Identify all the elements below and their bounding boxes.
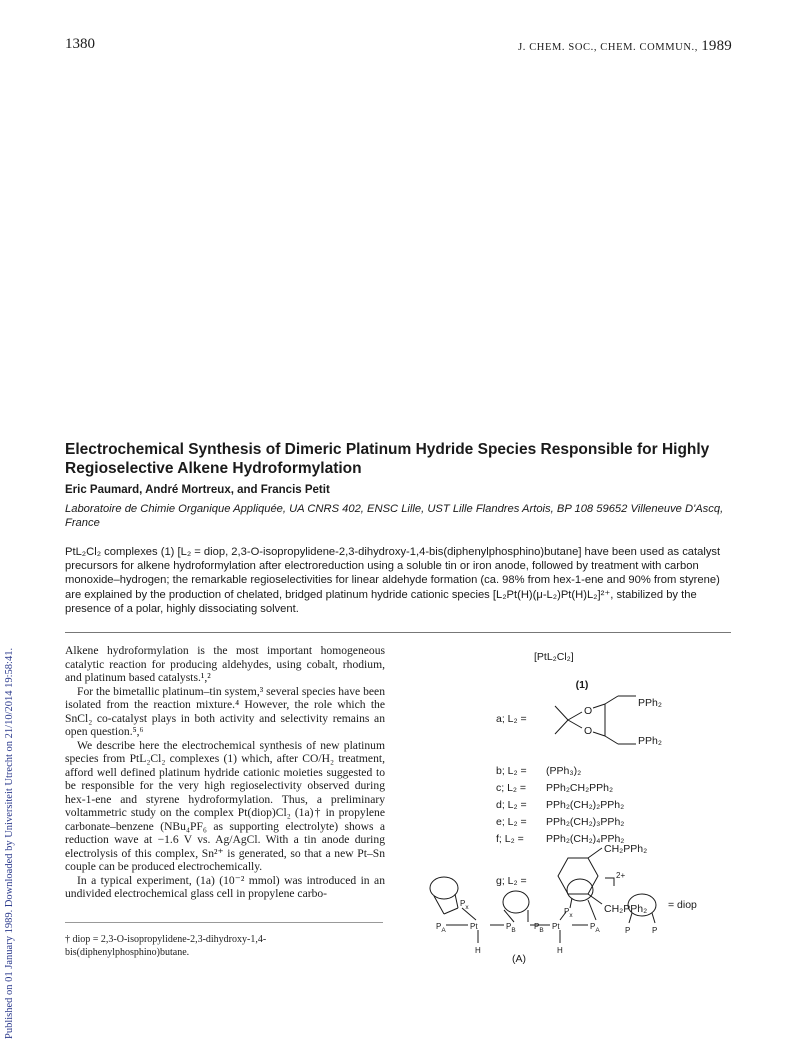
entry-c-value: PPh₂CH₂PPh₂ xyxy=(546,782,614,794)
entry-f-value: PPh₂(CH₂)₄PPh₂ xyxy=(546,833,625,845)
journal-name: J. CHEM. SOC., CHEM. COMMUN., xyxy=(518,42,698,53)
body-paragraph: For the bimetallic platinum–tin system,³ several species have been isolated from the reaction mixture.⁴ However, the role which the SnCl₂ co-catalyst plays in both activity and selectivity remains an open question.⁵,⁶ xyxy=(65,684,385,738)
atom-px-right xyxy=(564,907,573,919)
atom-pa-left-subscript: A xyxy=(441,927,446,934)
atom-px-left-subscript: x xyxy=(465,904,469,911)
atom-pb-left-symbol: P xyxy=(506,922,512,931)
atom-pa-right-symbol: P xyxy=(590,922,596,931)
atom-px-left-symbol: P xyxy=(460,899,466,908)
atom-pa-left-symbol: P xyxy=(436,922,442,931)
atom-pt-left: Pt xyxy=(470,922,478,931)
entry-g-label: g; L₂ = xyxy=(496,875,527,887)
body-text xyxy=(65,644,385,901)
cyclohexane-ch2pph2-bottom: CH₂PPh₂ xyxy=(604,903,648,915)
atom-pa-right-subscript: A xyxy=(595,927,600,934)
footnote-divider xyxy=(65,922,383,923)
entry-e-label: e; L₂ = xyxy=(496,816,527,828)
atom-pa-left xyxy=(436,922,446,934)
diop-oxygen-bottom: O xyxy=(584,725,593,737)
abstract-divider xyxy=(65,632,731,633)
entry-f-label: f; L₂ = xyxy=(496,833,524,845)
diop-pph2-top: PPh₂ xyxy=(638,697,662,709)
entry-b-value: (PPh₃)₂ xyxy=(546,765,582,777)
diop-pph2-bottom: PPh₂ xyxy=(638,735,662,747)
diop-legend-p-right: P xyxy=(652,926,658,935)
body-paragraph: In a typical experiment, (1a) (10⁻² mmol) was introduced in an undivided electrochemical glass cell in propylene carbo- xyxy=(65,873,385,900)
running-head xyxy=(518,38,732,55)
footnote: † diop = 2,3-O-isopropylidene-2,3-dihydroxy-1,4-bis(diphenylphosphino)butane. xyxy=(65,934,267,958)
atom-px-right-symbol: P xyxy=(564,907,570,916)
download-notice xyxy=(4,210,18,1039)
formula-ptl2cl2: [PtL₂Cl₂] xyxy=(534,651,574,663)
atom-pb-right-subscript: B xyxy=(539,927,544,934)
diop-legend-p-left: P xyxy=(625,926,631,935)
atom-pb-left xyxy=(506,922,516,934)
entry-e-value: PPh₂(CH₂)₃PPh₂ xyxy=(546,816,625,828)
atom-pt-right: Pt xyxy=(552,922,560,931)
atom-pb-right xyxy=(534,922,544,934)
article-title: Electrochemical Synthesis of Dimeric Platinum Hydride Species Responsible for Highly Regioselective Alkene Hydroformylation xyxy=(65,441,710,477)
diop-ring-structure xyxy=(555,696,636,744)
page-number: 1380 xyxy=(65,36,95,52)
body-paragraph: We describe here the electrochemical synthesis of new platinum species from PtL₂Cl₂ complexes (1) which, after CO/H₂ treatment, afford well defined platinum hydride cationic moieties suggested to be responsible for the very high regioselectivity observed during hex-1-ene and styrene hydroformylation. Thus, a preliminary voltammetric study on the complex Pt(diop)Cl₂ (1a)† in propylene carbonate–benzene (NBu₄PF₆ as supporting electrolyte) shows a reduction wave at −1.6 V vs. Ag/AgCl. With a tin anode during electrolysis of this complex, Sn²⁺ is generated, so that a new Pt–Sn couple can be produced electrochemically. xyxy=(65,738,385,873)
entry-a-label: a; L₂ = xyxy=(496,713,527,725)
author-list: Eric Paumard, André Mortreux, and Francis Petit xyxy=(65,484,330,496)
download-notice-text[interactable]: Published on 01 January 1989. Downloaded by Universiteit Utrecht on 21/10/2014 19:58:41. xyxy=(4,647,15,1039)
cyclohexane-ch2pph2-top: CH₂PPh₂ xyxy=(604,843,648,855)
atom-px-right-subscript: x xyxy=(569,912,573,919)
diop-legend-label: = diop xyxy=(668,899,697,911)
entry-d-value: PPh₂(CH₂)₂PPh₂ xyxy=(546,799,625,811)
atom-pa-right xyxy=(590,922,600,934)
atom-px-left xyxy=(460,899,469,911)
abstract: PtL₂Cl₂ complexes (1) [L₂ = diop, 2,3-O-isopropylidene-2,3-dihydroxy-1,4-bis(diphenylphosphino)butane] have been used as catalyst precursors for alkene hydroformylation after electroreduction using a soluble tin or iron anode, followed by treatment with carbon monoxide–hydrogen; the remarkable regioselectivities for linear aldehyde formation (ca. 98% from hex-1-ene and 90% from styrene) are explained by the production of chelated, bridged platinum hydride cationic species [L₂Pt(H)(μ-L₂)Pt(H)L₂]²⁺, stabilized by the presence of a polar, highly dissociating solvent. xyxy=(65,546,721,615)
entry-d-label: d; L₂ = xyxy=(496,799,527,811)
chemical-structures-figure xyxy=(400,640,740,970)
affiliation: Laboratoire de Chimie Organique Appliquée, UA CNRS 402, ENSC Lille, UST Lille Flandres Artois, BP 108 59652 Villeneuve D'Ascq, France xyxy=(65,503,724,529)
atom-h-left: H xyxy=(475,946,481,955)
diop-oxygen-top: O xyxy=(584,705,593,717)
structures-drawing xyxy=(400,640,740,970)
cyclohexane-substituent-bonds xyxy=(588,848,602,904)
cyclohexane-ring xyxy=(558,858,598,894)
journal-year: 1989 xyxy=(701,38,732,54)
structure-a-label: (A) xyxy=(512,953,526,965)
compound-label-1: (1) xyxy=(575,679,589,691)
atom-pb-left-subscript: B xyxy=(511,927,516,934)
atom-pb-right-symbol: P xyxy=(534,922,540,931)
entry-b-label: b; L₂ = xyxy=(496,765,527,777)
dimer-charge: 2+ xyxy=(616,871,626,880)
atom-h-right: H xyxy=(557,946,563,955)
entry-c-label: c; L₂ = xyxy=(496,782,527,794)
body-paragraph: Alkene hydroformylation is the most important homogeneous catalytic reaction for producing aldehydes, using cobalt, rhodium, and platinum based catalysts.¹,² xyxy=(65,644,385,684)
